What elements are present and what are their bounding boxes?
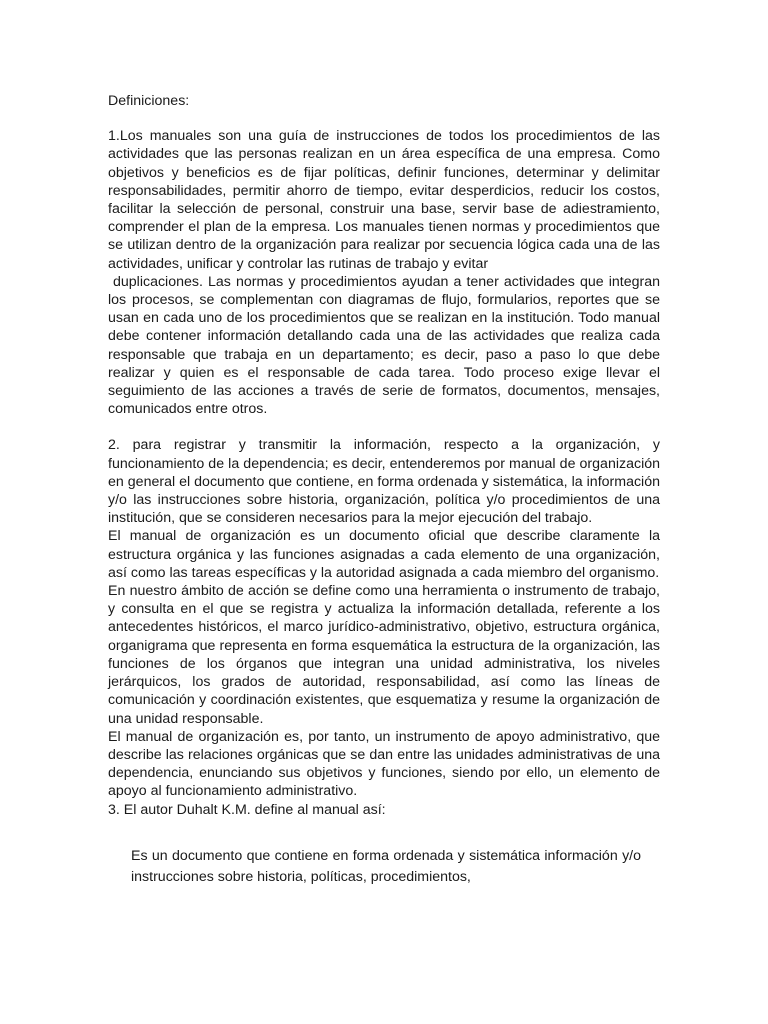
section-heading: Definiciones: (108, 93, 190, 109)
paragraph-spacer (108, 418, 660, 436)
paragraph-administrative-support: El manual de organización es, por tanto, un instrumento de apoyo administrativo, que describe las relaciones orgánicas que se dan entre las unidades administrativas de una dependencia, enunciando sus objetivos y funciones, siendo por ello, un elemento de apoyo al funcionamiento administrativo. (108, 728, 660, 800)
block-quote-duhalt: Es un documento que contiene en forma ordenada y sistemática información y/o instrucciones sobre historia, políticas, procedimientos, (131, 847, 641, 885)
paragraph-scope-of-action: En nuestro ámbito de acción se define como una herramienta o instrumento de trabajo, y consulta en el que se registra y actualiza la información detallada, referente a los antecedentes históricos, el marco jurídico-administrativo, objetivo, estructura orgánica, organigrama que representa en forma esquemática la estructura de la organización, las funciones de los órganos que integran una unidad administrativa, los niveles jerárquicos, los grados de autoridad, responsabilidad, así como las líneas de comunicación y coordinación existentes, que esquematiza y resume la organización de una unidad responsable. (108, 583, 660, 727)
paragraph-organization-manual: El manual de organización es un documento oficial que describe claramente la estructura orgánica y las funciones asignadas a cada elemento de una organización, así como las tareas específicas y la autoridad asignada a cada miembro del organismo. (108, 528, 660, 581)
paragraph-definition-2: 2. para registrar y transmitir la información, respecto a la organización, y funcionamiento de la dependencia; es decir, entenderemos por manual de organización en general el documento que contiene, en forma ordenada y sistemática, la información y/o las instrucciones sobre historia, organización, política y/o procedimientos de una institución, que se consideren necesarios para la mejor ejecución del trabajo. (108, 437, 660, 527)
paragraph-definition-3-intro: 3. El autor Duhalt K.M. define al manual así: (108, 801, 386, 818)
paragraph-definition-1: 1.Los manuales son una guía de instrucciones de todos los procedimientos de las actividades que las personas realizan en un área específica de una empresa. Como objetivos y beneficios es de fijar políticas, definir funciones, determinar y delimitar responsabilidades, permitir ahorro de tiempo, evitar desperdicios, reducir los costos, facilitar la selección de personal, construir una base, servir base de adiestramiento, comprender el plan de la empresa. Los manuales tienen normas y procedimientos que se utilizan dentro de la organización para realizar por secuencia lógica cada una de las actividades, unificar y controlar las rutinas de trabajo y evitar (108, 128, 660, 272)
document-page (108, 92, 660, 888)
paragraph-definition-1-continued: duplicaciones. Las normas y procedimientos ayudan a tener actividades que integran los procesos, se complementan con diagramas de flujo, formularios, reportes que se usan en cada uno de los procedimientos que se realizan en la institución. Todo manual debe contener información detallando cada una de las actividades que realiza cada responsable que trabaja en un departamento; es decir, paso a paso lo que debe realizar y quien es el responsable de cada tarea. Todo proceso exige llevar el seguimiento de las acciones a través de serie de formatos, documentos, mensajes, comunicados entre otros. (108, 273, 660, 418)
